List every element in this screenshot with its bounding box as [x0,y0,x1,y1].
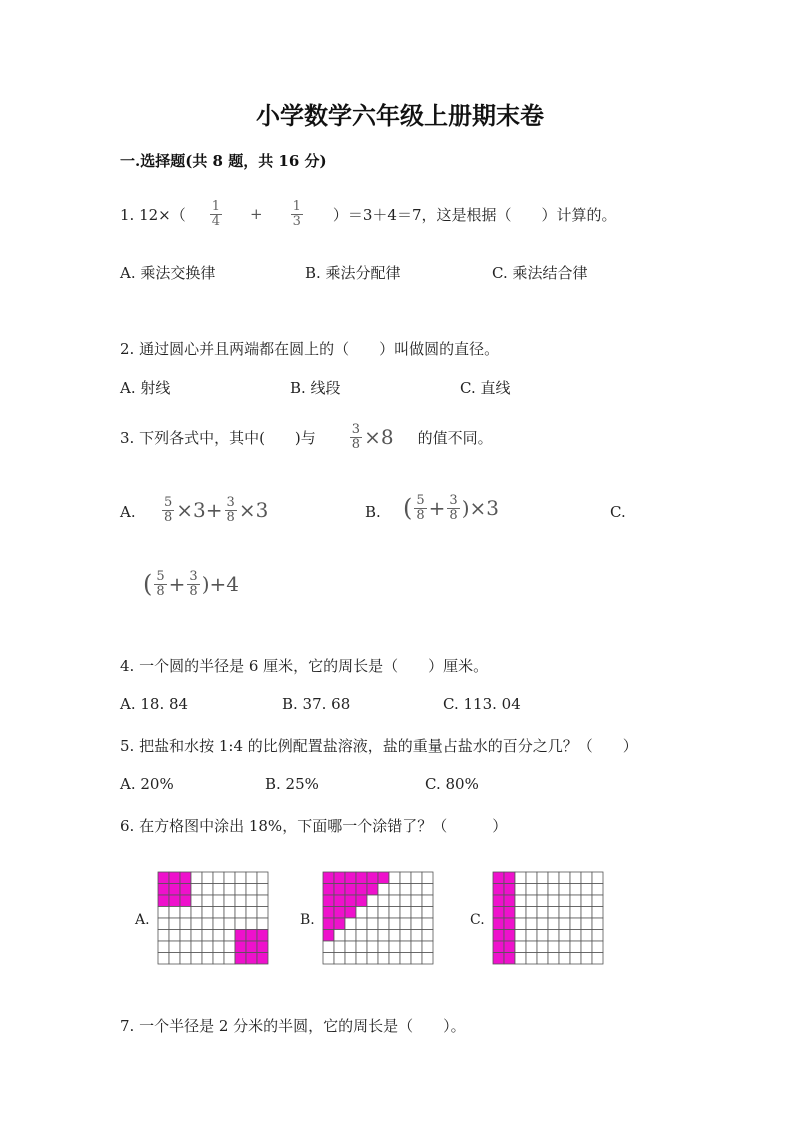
grid-cell [378,953,389,965]
grid-cell [581,895,592,907]
grid-a-label: A. [135,912,150,928]
grid-cell [515,884,526,896]
fraction-one-quarter: $\frac{1}{4}$ [211,199,221,229]
grid-cell [246,884,257,896]
grid-cell [169,941,180,953]
grid-cell [257,907,268,919]
fraction-one-third: $\frac{1}{3}$ [292,199,301,229]
grid-cell [378,872,389,884]
grid-cell [378,907,389,919]
grid-cell [169,953,180,965]
grid-cell [345,930,356,942]
grid-cell [345,895,356,907]
grid-a-figure [157,871,270,965]
grid-cell [570,930,581,942]
grid-cell [169,895,180,907]
grid-cell [559,895,570,907]
grid-cell [169,872,180,884]
grid-cell [224,918,235,930]
question-1-suffix: ）＝3＋4＝7，这是根据（ ）计算的。 [332,205,617,224]
grid-cell [493,941,504,953]
grid-cell [570,907,581,919]
grid-cell [422,953,433,965]
grid-cell [235,907,246,919]
grid-cell [169,930,180,942]
grid-cell [515,907,526,919]
grid-cell [169,918,180,930]
q3-option-c-label: C. [610,503,626,521]
question-2: 2. 通过圆心并且两端都在圆上的（ ）叫做圆的直径。 [120,340,500,358]
grid-cell [515,941,526,953]
grid-cell [411,872,422,884]
grid-cell [400,907,411,919]
question-6: 6. 在方格图中涂出 18%，下面哪一个涂错了？（ ） [120,817,508,835]
grid-cell [548,895,559,907]
expression-three-eighths-times-8: $\frac{3}{8}$ ×8 [351,422,394,452]
grid-cell [548,953,559,965]
grid-cell [323,907,334,919]
grid-cell [367,930,378,942]
grid-cell [515,895,526,907]
question-3-prefix: 3. 下列各式中，其中( )与 [120,428,316,447]
grid-cell [515,872,526,884]
grid-cell [422,930,433,942]
grid-cell [548,872,559,884]
grid-cell [411,895,422,907]
grid-cell [334,895,345,907]
grid-cell [526,930,537,942]
q4-option-c: C. 113. 04 [443,695,521,713]
grid-cell [367,884,378,896]
grid-cell [378,918,389,930]
grid-cell [180,907,191,919]
grid-cell [180,872,191,884]
grid-cell [367,941,378,953]
grid-cell [526,884,537,896]
grid-cell [158,930,169,942]
grid-cell [158,884,169,896]
grid-cell [367,895,378,907]
grid-cell [548,907,559,919]
grid-cell [559,918,570,930]
grid-cell [581,930,592,942]
grid-cell [213,918,224,930]
grid-cell [422,884,433,896]
q1-option-c: C. 乘法结合律 [492,264,588,282]
grid-cell [400,872,411,884]
grid-cell [367,953,378,965]
plus-sign: + [250,205,263,224]
grid-b-label: B. [300,912,315,928]
grid-cell [581,918,592,930]
q2-option-c: C. 直线 [460,379,511,397]
grid-cell [400,941,411,953]
question-3 [120,423,493,451]
grid-cell [345,941,356,953]
grid-b-figure [322,871,435,965]
grid-cell [224,907,235,919]
grid-cell [389,884,400,896]
grid-cell [504,895,515,907]
grid-cell [548,930,559,942]
grid-cell [422,895,433,907]
grid-cell [257,895,268,907]
grid-cell [213,941,224,953]
question-3-suffix: 的值不同。 [417,428,493,447]
grid-cell [202,918,213,930]
q1-option-a: A. 乘法交换律 [120,264,216,282]
grid-cell [493,884,504,896]
grid-cell [400,884,411,896]
grid-cell [570,918,581,930]
grid-cell [180,941,191,953]
grid-cell [526,907,537,919]
grid-cell [345,872,356,884]
grid-cell [191,953,202,965]
grid-cell [334,941,345,953]
grid-cell [224,953,235,965]
grid-cell [334,918,345,930]
grid-cell [235,918,246,930]
grid-cell [537,872,548,884]
grid-cell [224,895,235,907]
grid-cell [411,884,422,896]
grid-cell [202,941,213,953]
grid-cell [422,907,433,919]
grid-cell [537,895,548,907]
q4-option-a: A. 18. 84 [120,695,189,713]
grid-cell [257,918,268,930]
grid-cell [191,895,202,907]
grid-cell [202,907,213,919]
grid-cell [191,884,202,896]
grid-cell [570,884,581,896]
grid-cell [323,918,334,930]
grid-cell [323,895,334,907]
grid-cell [202,884,213,896]
grid-cell [581,872,592,884]
grid-cell [323,930,334,942]
question-1-prefix: 1. 12×（ [120,205,186,224]
grid-cell [592,918,603,930]
grid-cell [334,953,345,965]
q4-option-b: B. 37. 68 [282,695,351,713]
grid-cell [526,918,537,930]
grid-cell [345,884,356,896]
grid-cell [537,907,548,919]
grid-cell [356,953,367,965]
grid-cell [158,907,169,919]
grid-cell [158,918,169,930]
grid-cell [515,918,526,930]
grid-cell [515,953,526,965]
grid-cell [559,953,570,965]
grid-cell [378,884,389,896]
grid-cell [537,953,548,965]
grid-cell [323,884,334,896]
q5-option-b: B. 25% [265,775,319,793]
grid-cell [257,930,268,942]
grid-cell [581,941,592,953]
grid-cell [548,941,559,953]
grid-cell [559,872,570,884]
grid-cell [158,872,169,884]
grid-cell [411,930,422,942]
grid-cell [257,884,268,896]
grid-cell [246,941,257,953]
q2-option-a: A. 射线 [120,379,171,397]
grid-cell [356,930,367,942]
q3-option-b-label: B. [365,503,381,521]
grid-cell [367,918,378,930]
grid-cell [158,953,169,965]
grid-cell [581,884,592,896]
grid-cell [411,941,422,953]
grid-cell [213,872,224,884]
grid-cell [592,930,603,942]
grid-cell [213,953,224,965]
grid-cell [559,907,570,919]
grid-cell [592,941,603,953]
grid-cell [504,953,515,965]
grid-cell [526,872,537,884]
grid-cell [400,918,411,930]
q1-option-b: B. 乘法分配律 [305,264,401,282]
grid-cell [213,930,224,942]
q5-option-c: C. 80% [425,775,479,793]
grid-cell [191,907,202,919]
grid-cell [356,918,367,930]
grid-cell [592,872,603,884]
grid-cell [570,872,581,884]
grid-cell [422,941,433,953]
grid-cell [493,953,504,965]
grid-cell [493,930,504,942]
grid-cell [389,930,400,942]
grid-cell [592,907,603,919]
grid-cell [323,872,334,884]
grid-cell [246,872,257,884]
grid-cell [191,918,202,930]
grid-cell [334,872,345,884]
grid-cell [548,884,559,896]
grid-cell [180,884,191,896]
question-1 [120,200,617,228]
grid-cell [257,953,268,965]
grid-cell [422,872,433,884]
grid-cell [504,918,515,930]
q3-option-a-expression: $\frac{5}{8}$ ×3+ $\frac{3}{8}$ ×3 [164,495,269,525]
grid-cell [548,918,559,930]
grid-cell [191,941,202,953]
grid-cell [526,895,537,907]
grid-cell [422,918,433,930]
grid-cell [389,907,400,919]
grid-cell [180,930,191,942]
grid-cell [224,941,235,953]
grid-cell [389,918,400,930]
grid-cell [592,884,603,896]
grid-cell [224,872,235,884]
grid-cell [169,907,180,919]
grid-cell [323,953,334,965]
grid-cell [570,953,581,965]
grid-c-label: C. [470,912,485,928]
grid-cell [526,941,537,953]
q2-option-b: B. 线段 [290,379,341,397]
grid-cell [389,941,400,953]
grid-cell [345,907,356,919]
grid-cell [257,941,268,953]
grid-cell [493,907,504,919]
grid-cell [202,953,213,965]
grid-cell [504,930,515,942]
grid-cell [345,918,356,930]
grid-cell [246,895,257,907]
grid-cell [213,907,224,919]
grid-cell [504,884,515,896]
grid-cell [581,953,592,965]
grid-cell [537,918,548,930]
question-7: 7. 一个半径是 2 分米的半圆，它的周长是（ ）。 [120,1017,466,1035]
grid-cell [389,872,400,884]
grid-cell [411,953,422,965]
grid-cell [169,884,180,896]
grid-cell [180,895,191,907]
grid-cell [537,930,548,942]
q5-option-a: A. 20% [120,775,174,793]
grid-cell [570,895,581,907]
grid-cell [504,907,515,919]
page-title: 小学数学六年级上册期末卷 [256,101,544,130]
grid-cell [356,895,367,907]
grid-cell [158,895,169,907]
grid-cell [504,872,515,884]
grid-cell [345,953,356,965]
grid-cell [592,953,603,965]
grid-cell [592,895,603,907]
section-heading: 一.选择题(共 8 题，共 16 分) [120,152,327,170]
grid-cell [356,872,367,884]
grid-cell [559,884,570,896]
grid-cell [224,884,235,896]
grid-cell [202,930,213,942]
question-5: 5. 把盐和水按 1:4 的比例配置盐溶液，盐的重量占盐水的百分之几？（ ） [120,737,638,755]
grid-cell [367,907,378,919]
grid-cell [334,907,345,919]
grid-cell [224,930,235,942]
grid-cell [202,895,213,907]
grid-cell [411,907,422,919]
grid-cell [246,953,257,965]
grid-cell [570,941,581,953]
grid-cell [400,953,411,965]
grid-cell [235,930,246,942]
grid-cell [191,930,202,942]
grid-cell [537,884,548,896]
grid-cell [334,930,345,942]
grid-cell [246,930,257,942]
grid-c-figure [492,871,605,965]
grid-cell [257,872,268,884]
grid-cell [246,907,257,919]
grid-cell [493,872,504,884]
grid-cell [378,930,389,942]
grid-cell [378,895,389,907]
grid-cell [411,918,422,930]
grid-cell [389,895,400,907]
q3-option-a-label: A. [120,503,136,521]
grid-cell [213,884,224,896]
q3-option-c-expression: ( $\frac{5}{8}$ + $\frac{3}{8}$ )+4 [143,569,239,599]
grid-cell [213,895,224,907]
grid-cell [581,907,592,919]
grid-cell [400,930,411,942]
grid-cell [334,884,345,896]
grid-cell [526,953,537,965]
grid-cell [180,918,191,930]
grid-cell [323,941,334,953]
grid-cell [559,930,570,942]
grid-cell [493,895,504,907]
grid-cell [493,918,504,930]
grid-cell [504,941,515,953]
q3-option-b-expression: ( $\frac{5}{8}$ + $\frac{3}{8}$ )×3 [403,493,499,523]
grid-cell [356,941,367,953]
grid-cell [246,918,257,930]
grid-cell [235,953,246,965]
grid-cell [235,872,246,884]
grid-cell [400,895,411,907]
grid-cell [158,941,169,953]
question-4: 4. 一个圆的半径是 6 厘米，它的周长是（ ）厘米。 [120,657,489,675]
grid-cell [202,872,213,884]
grid-cell [559,941,570,953]
grid-cell [180,953,191,965]
grid-cell [367,872,378,884]
grid-cell [537,941,548,953]
grid-cell [235,941,246,953]
grid-cell [378,941,389,953]
grid-cell [356,907,367,919]
grid-cell [235,884,246,896]
grid-cell [389,953,400,965]
grid-cell [191,872,202,884]
grid-cell [356,884,367,896]
grid-cell [515,930,526,942]
grid-cell [235,895,246,907]
